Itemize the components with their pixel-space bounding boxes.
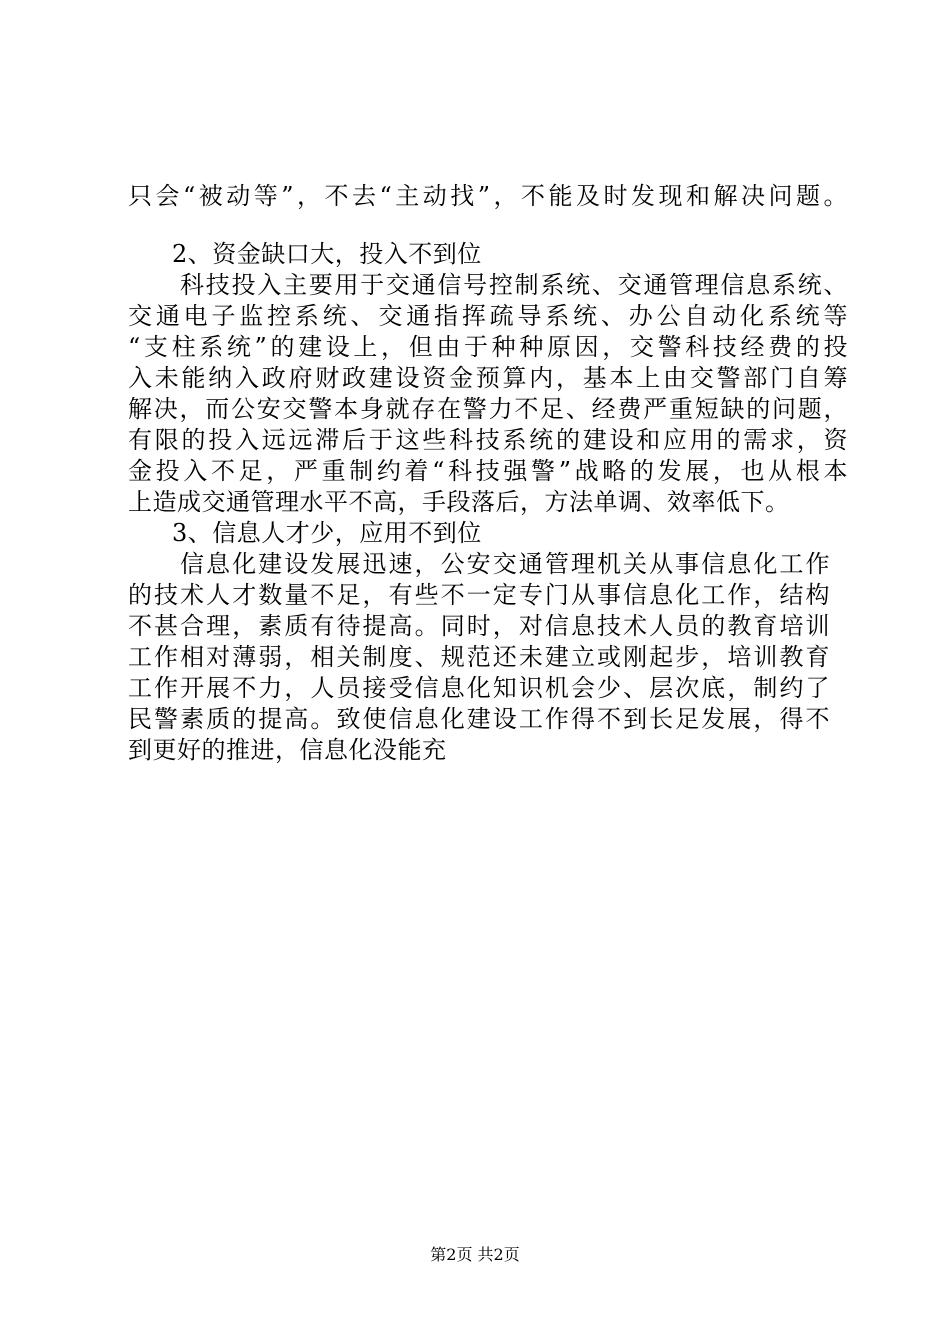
page-number-footer: 第2页 共2页 — [430, 1245, 520, 1264]
body-text-line: 的技术人才数量不足，有些不一定专门从事信息化工作，结构 — [128, 581, 830, 609]
body-text-line: 交通电子监控系统、交通指挥疏导系统、办公自动化系统等 — [128, 302, 848, 330]
section-heading: 2、资金缺口大，投入不到位 — [172, 240, 482, 268]
body-text-line: 工作开展不力，人员接受信息化知识机会少、层次底，制约了 — [128, 674, 830, 702]
paragraph-first-line: 信息化建设发展迅速，公安交通管理机关从事信息化工作 — [180, 550, 830, 578]
body-text-line: 只会“被动等”，不去“主动找”，不能及时发现和解决问题。 — [128, 182, 848, 210]
body-text-line: 不甚合理，素质有待提高。同时，对信息技术人员的教育培训 — [128, 612, 830, 640]
body-text-line: 工作相对薄弱，相关制度、规范还未建立或刚起步，培训教育 — [128, 643, 830, 671]
body-text-line: “支柱系统”的建设上，但由于种种原因，交警科技经费的投 — [128, 333, 848, 361]
body-text-line: 到更好的推进，信息化没能充 — [128, 736, 447, 764]
body-text-line: 解决，而公安交警本身就存在警力不足、经费严重短缺的问题， — [128, 395, 848, 423]
body-text-line: 金投入不足，严重制约着“科技强警”战略的发展，也从根本 — [128, 457, 848, 485]
paragraph-first-line: 科技投入主要用于交通信号控制系统、交通管理信息系统、 — [180, 271, 848, 299]
section-heading: 3、信息人才少，应用不到位 — [172, 519, 482, 547]
body-text-line: 有限的投入远远滞后于这些科技系统的建设和应用的需求，资 — [128, 426, 848, 454]
body-text-line: 入未能纳入政府财政建设资金预算内，基本上由交警部门自筹 — [128, 364, 848, 392]
body-text-line: 民警素质的提高。致使信息化建设工作得不到长足发展，得不 — [128, 705, 830, 733]
body-text-line: 上造成交通管理水平不高，手段落后，方法单调、效率低下。 — [128, 488, 790, 516]
